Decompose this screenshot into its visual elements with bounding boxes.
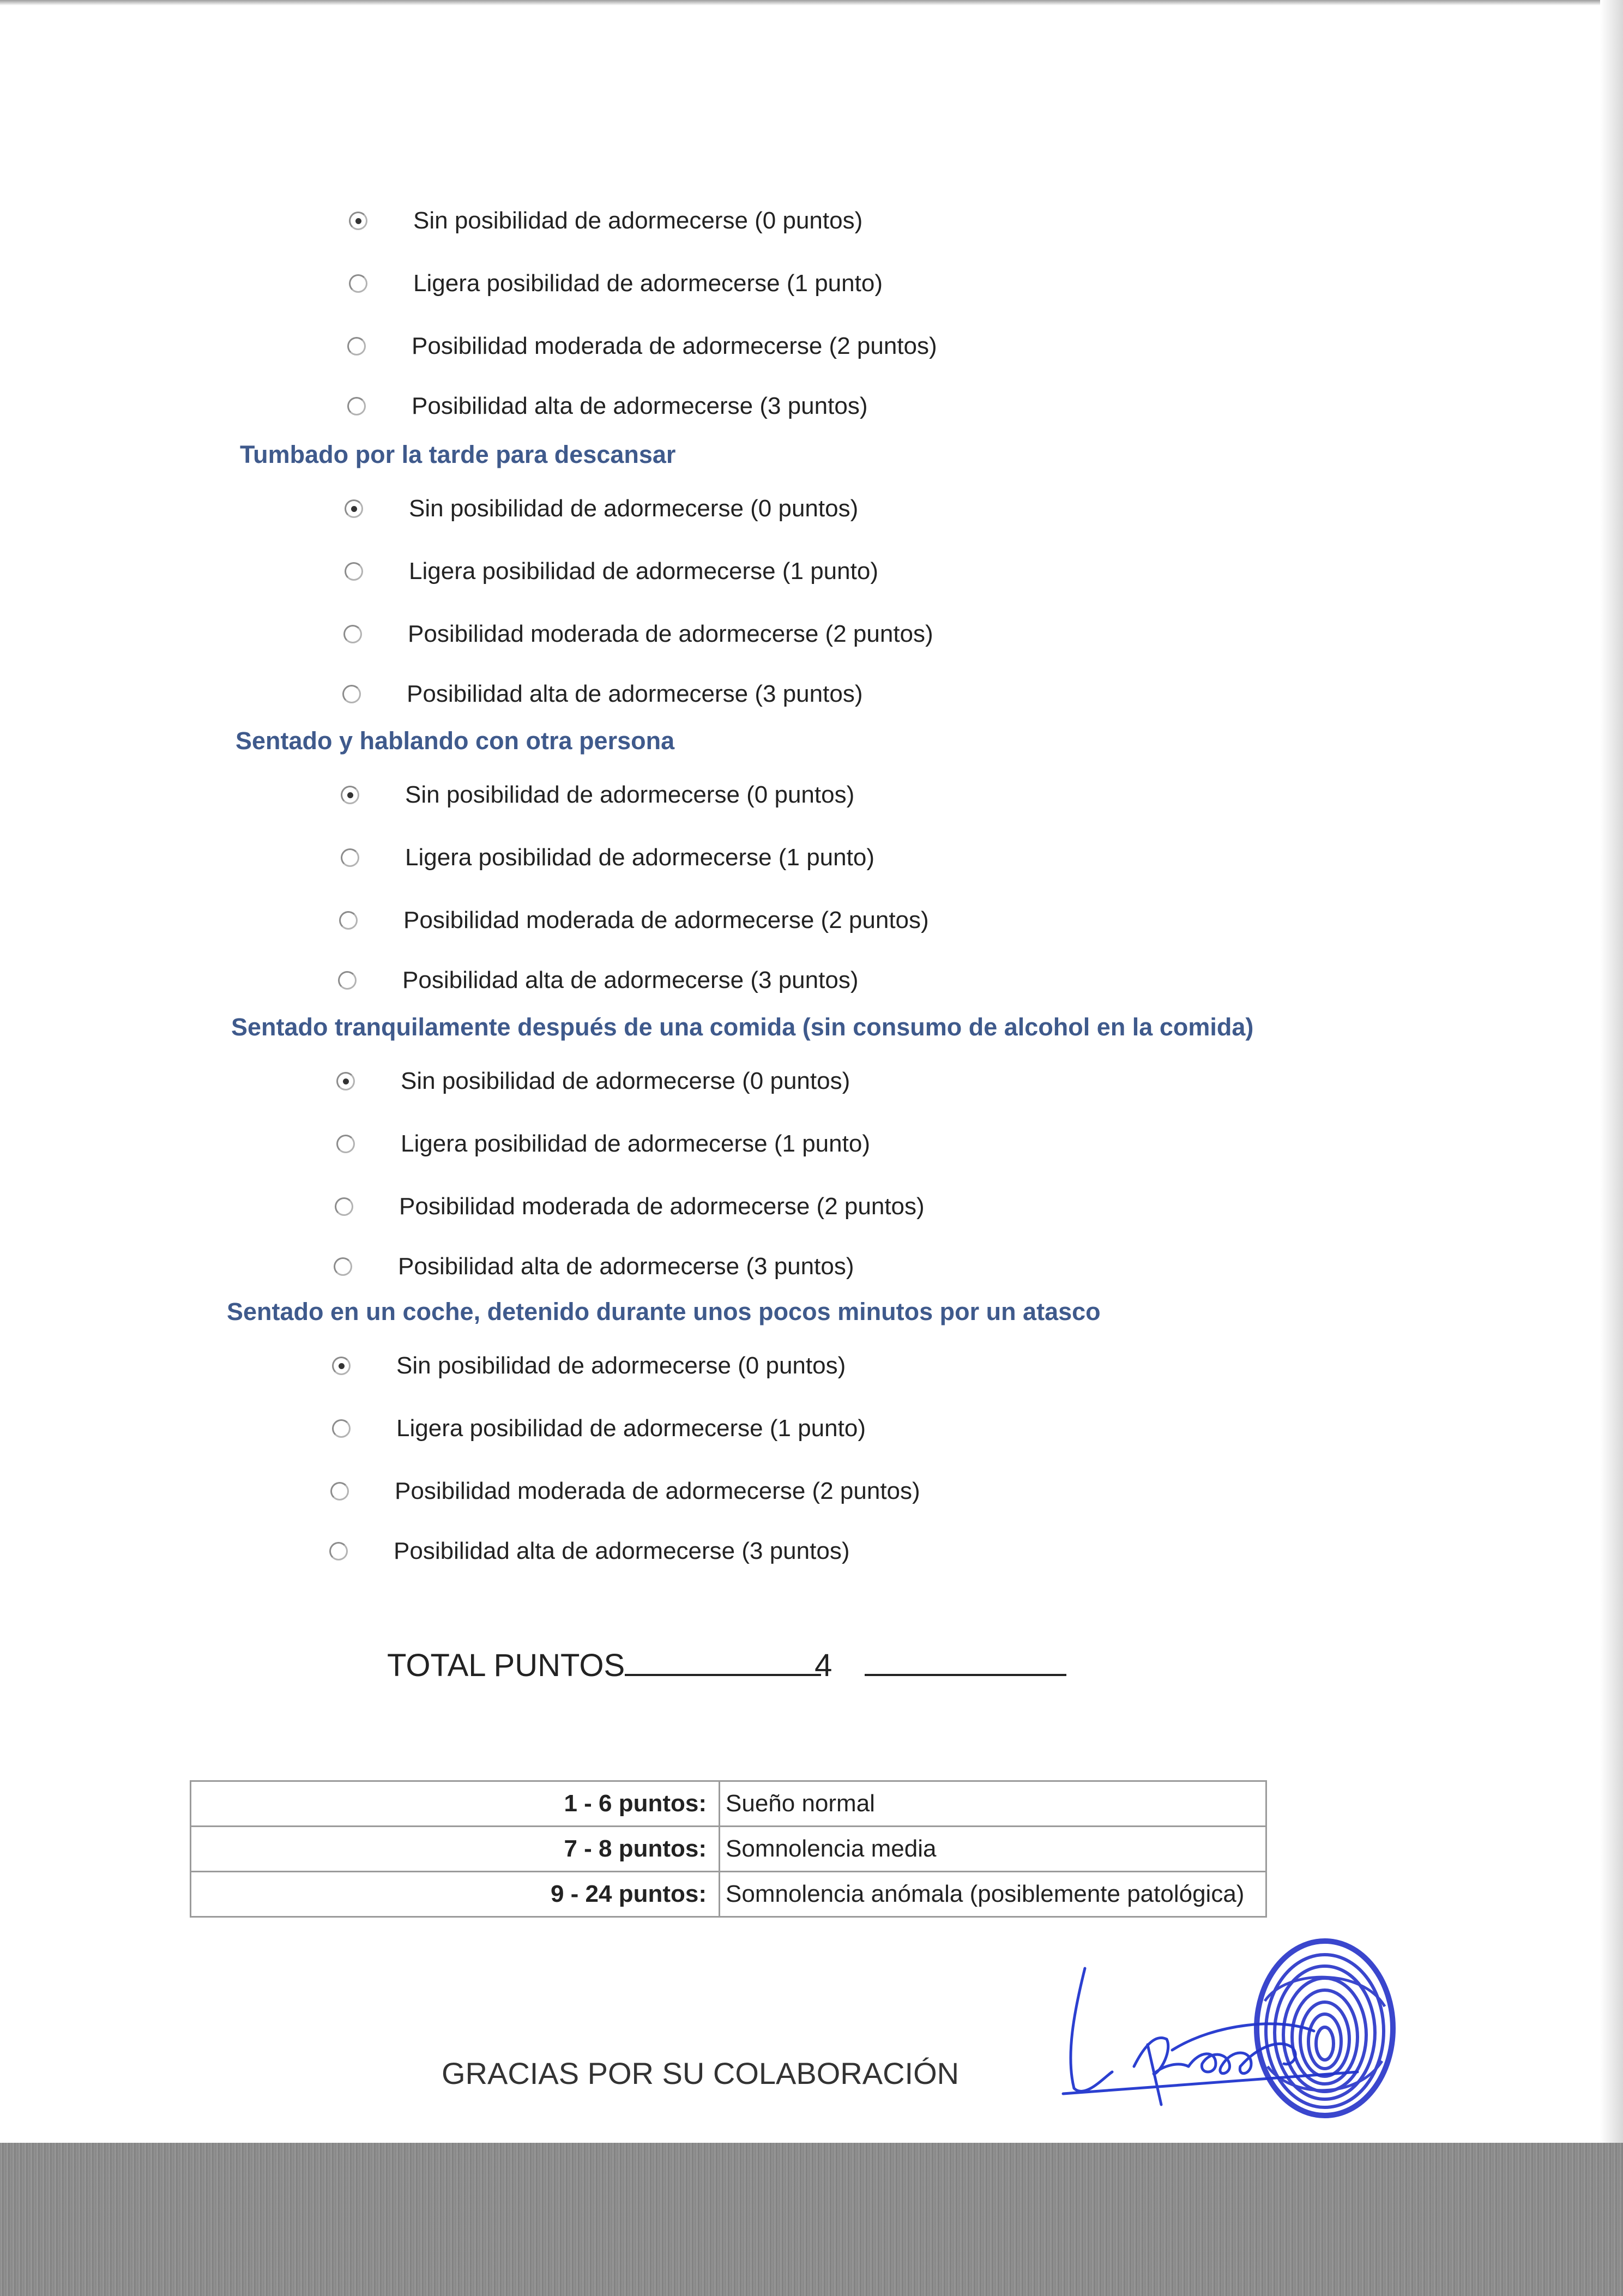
radio-button[interactable] <box>343 625 362 643</box>
score-description: Somnolencia media <box>720 1827 1266 1872</box>
radio-option[interactable] <box>347 390 867 423</box>
radio-button[interactable] <box>336 1135 355 1153</box>
radio-button[interactable] <box>330 1482 349 1500</box>
radio-button-selected[interactable] <box>345 499 363 518</box>
page-edge-shadow <box>1600 0 1623 2143</box>
score-description: Somnolencia anómala (posiblemente patológica) <box>720 1872 1266 1917</box>
radio-option-label: Ligera posibilidad de adormecerse (1 punto) <box>409 558 878 584</box>
radio-option[interactable] <box>345 555 878 588</box>
radio-button[interactable] <box>349 274 367 293</box>
radio-option-label: Sin posibilidad de adormecerse (0 puntos) <box>401 1068 850 1094</box>
radio-option[interactable] <box>335 1190 925 1223</box>
radio-option-label: Posibilidad alta de adormecerse (3 puntos) <box>394 1538 850 1564</box>
total-underline <box>865 1647 1066 1676</box>
score-description: Sueño normal <box>720 1781 1266 1827</box>
radio-option[interactable] <box>341 779 854 811</box>
radio-option-label: Posibilidad alta de adormecerse (3 puntos) <box>407 680 863 707</box>
score-table <box>190 1780 1267 1918</box>
radio-option[interactable] <box>329 1535 849 1568</box>
radio-option[interactable] <box>347 330 937 363</box>
radio-option-label: Posibilidad alta de adormecerse (3 puntos) <box>412 393 868 419</box>
section-title: Sentado tranquilamente después de una comida (sin consumo de alcohol en la comida) <box>231 1013 1254 1041</box>
radio-button-selected[interactable] <box>332 1357 351 1375</box>
radio-button[interactable] <box>347 337 366 355</box>
radio-option[interactable] <box>343 618 933 650</box>
radio-button[interactable] <box>334 1257 352 1276</box>
radio-option[interactable] <box>338 964 858 997</box>
radio-option-label: Sin posibilidad de adormecerse (0 puntos) <box>409 495 859 522</box>
radio-option-label: Ligera posibilidad de adormecerse (1 punto) <box>413 270 883 297</box>
total-label: TOTAL PUNTOS <box>387 1648 625 1683</box>
section-title: Sentado y hablando con otra persona <box>236 727 675 755</box>
signature-with-fingerprint <box>1052 1936 1407 2121</box>
radio-option[interactable] <box>339 904 929 937</box>
scanner-bed <box>0 2143 1623 2296</box>
radio-option-label: Ligera posibilidad de adormecerse (1 punto) <box>401 1130 870 1157</box>
radio-button[interactable] <box>338 971 357 990</box>
radio-option-label: Posibilidad moderada de adormecerse (2 puntos) <box>395 1478 920 1504</box>
scan-edge-top <box>0 0 1623 5</box>
radio-option-label: Sin posibilidad de adormecerse (0 puntos) <box>413 207 863 234</box>
radio-option[interactable] <box>332 1412 866 1445</box>
radio-option-label: Posibilidad alta de adormecerse (3 puntos) <box>402 967 859 993</box>
radio-option[interactable] <box>349 267 883 300</box>
radio-button[interactable] <box>332 1419 351 1438</box>
fingerprint <box>1257 1941 1393 2116</box>
radio-option[interactable] <box>330 1475 920 1508</box>
radio-option[interactable] <box>349 204 862 237</box>
score-range: 7 - 8 puntos: <box>191 1827 720 1872</box>
table-row <box>191 1781 1266 1827</box>
total-points <box>387 1647 1066 1684</box>
radio-button[interactable] <box>341 848 359 867</box>
radio-button-selected[interactable] <box>349 212 367 230</box>
radio-button[interactable] <box>339 911 358 930</box>
radio-option[interactable] <box>334 1250 854 1283</box>
radio-button-selected[interactable] <box>341 786 359 804</box>
radio-option[interactable] <box>342 678 862 710</box>
radio-button[interactable] <box>342 685 361 703</box>
score-range: 9 - 24 puntos: <box>191 1872 720 1917</box>
radio-option-label: Posibilidad moderada de adormecerse (2 puntos) <box>408 620 933 647</box>
radio-option-label: Posibilidad moderada de adormecerse (2 puntos) <box>399 1193 925 1220</box>
score-range: 1 - 6 puntos: <box>191 1781 720 1827</box>
handwritten-signature <box>1063 1968 1357 2105</box>
radio-option[interactable] <box>332 1349 846 1382</box>
table-row <box>191 1872 1266 1917</box>
radio-option[interactable] <box>345 492 858 525</box>
radio-option-label: Posibilidad moderada de adormecerse (2 puntos) <box>412 333 937 359</box>
section-title: Sentado en un coche, detenido durante unos pocos minutos por un atasco <box>227 1298 1101 1325</box>
total-value: 4 <box>814 1648 832 1683</box>
radio-option-label: Ligera posibilidad de adormecerse (1 punto) <box>405 844 874 871</box>
radio-button[interactable] <box>345 562 363 581</box>
radio-option-label: Sin posibilidad de adormecerse (0 puntos) <box>396 1352 846 1379</box>
radio-button[interactable] <box>347 397 366 415</box>
thanks-message: GRACIAS POR SU COLABORACIÓN <box>442 2056 960 2090</box>
table-row <box>191 1827 1266 1872</box>
section-title: Tumbado por la tarde para descansar <box>240 441 676 468</box>
total-underline <box>625 1647 821 1676</box>
radio-option-label: Posibilidad moderada de adormecerse (2 puntos) <box>403 907 929 933</box>
radio-option-label: Ligera posibilidad de adormecerse (1 punto) <box>396 1415 866 1442</box>
radio-option-label: Posibilidad alta de adormecerse (3 puntos) <box>398 1253 854 1280</box>
radio-button[interactable] <box>329 1542 348 1560</box>
radio-option-label: Sin posibilidad de adormecerse (0 puntos) <box>405 781 855 808</box>
radio-option[interactable] <box>336 1065 850 1098</box>
radio-button-selected[interactable] <box>336 1072 355 1090</box>
radio-option[interactable] <box>341 841 874 874</box>
radio-button[interactable] <box>335 1197 353 1216</box>
radio-option[interactable] <box>336 1128 870 1160</box>
